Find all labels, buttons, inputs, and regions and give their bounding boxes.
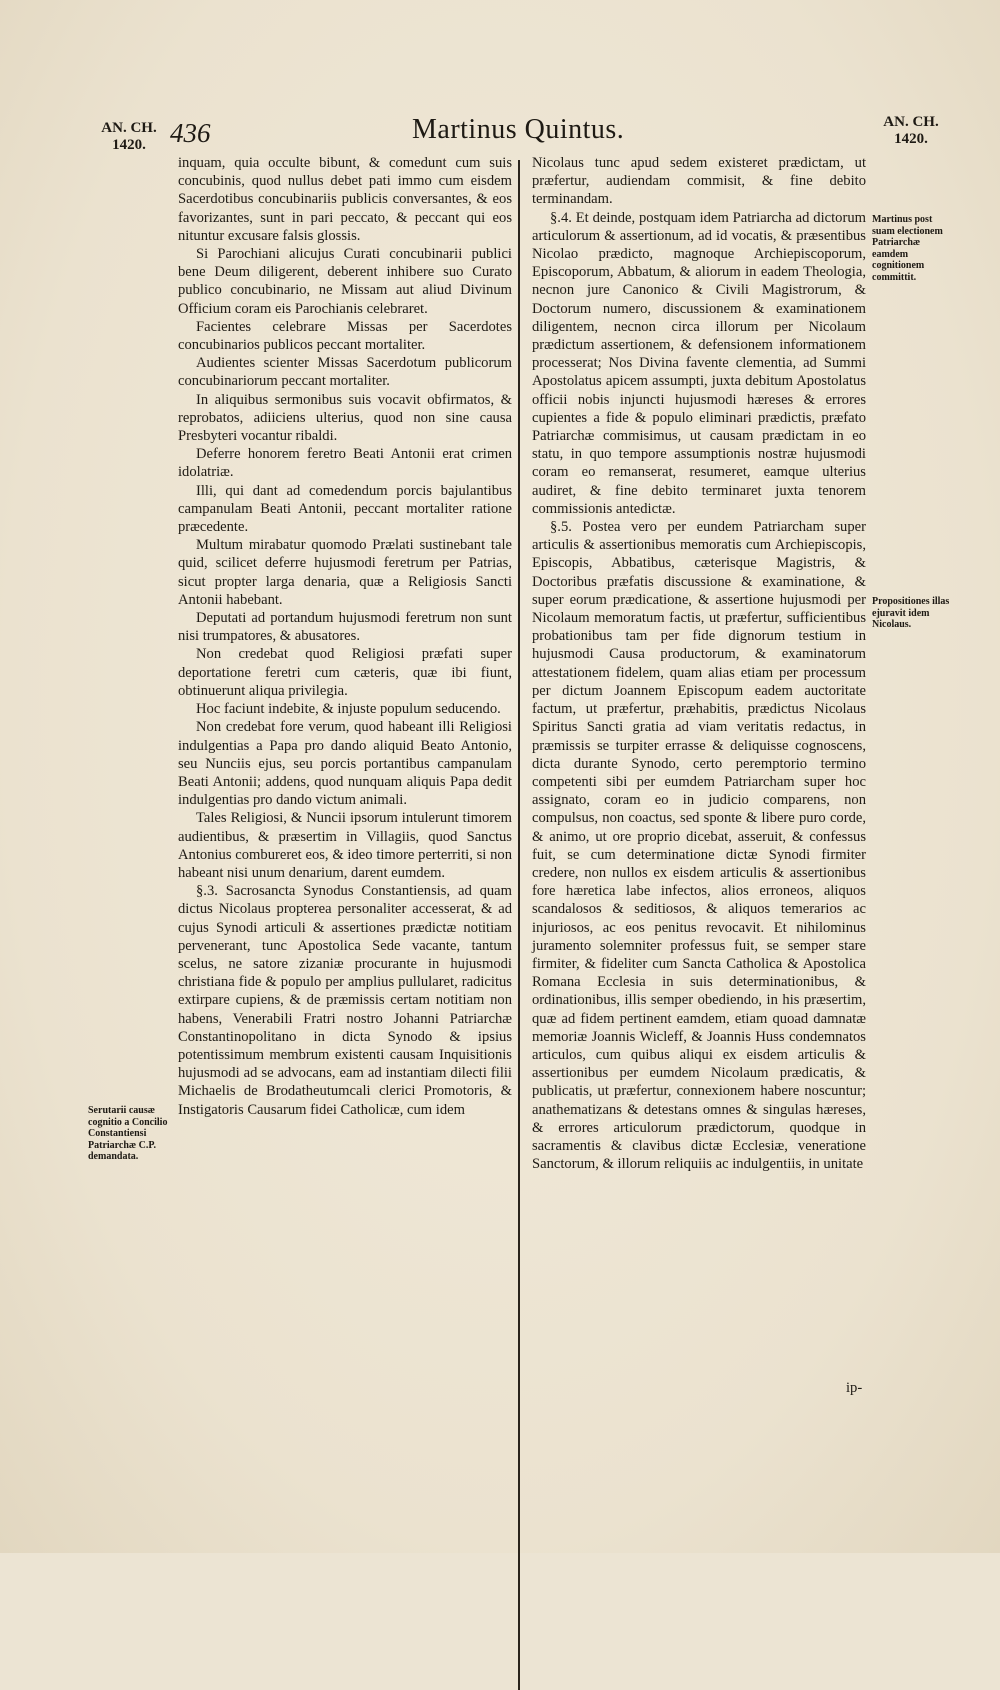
paragraph: §.3. Sacrosancta Synodus Constantiensis, ad quam dictus Nicolaus propterea personaliter accesserat, & ad cujus Synodi articuli & assertiones prædictæ notitiam pervenerant, tunc Apostolica Sede vacante, tantum scelus, ne satore zizaniæ procurante in hujusmodi christiana fide & populo per amplius pullularet, radicitus extirpare cupiens, & de præmissis certam notitiam non habens, Venerabili Fratri nostro Johanni Patriarchæ Constantinopolitano in dicta Synodo & ipsius potentissimum membrum existenti causam Inquisitionis hujusmodi ad se advocans, eam ad instantiam dilecti filii Michaelis de Brodatheutumcali clerici Promotoris, & Instigatoris Causarum fidei Catholicæ, cum idem [178,883,512,1118]
paragraph: inquam, quia occulte bibunt, & comedunt cum suis concubinis, quod nullus debet pati immo cum eisdem Sacerdotibus concubinariis publicis conversantes, & eos favorizantes, sunt in pari peccato, & peccant qui eos nituntur excusare falsis glossis. [178,155,512,244]
year-anchor-right [868,114,954,148]
paragraph: Si Parochiani alicujus Curati concubinarii publici bene Deum diligerent, deberent inhibere suo Curato publico concubinario, ne Missam aut aliud Divinum Officium coram eis Parochianis celebraret. [178,246,512,317]
marginal-note-right-2: Propositiones illas ejuravit idem Nicolaus. [872,596,950,630]
year-anchor-left-line2: 1420. [112,137,146,153]
page-number: 436 [170,118,211,148]
paragraph: Non credebat fore verum, quod habeant illi Religiosi indulgentias a Papa pro dando aliquid Beato Antonio, seu Nunciis ejus, seu porcis portantibus campanulam Beati Antonii; addens, quod nunquam aliquis Papa dedit indulgentias pro dando victum animali. [178,719,512,809]
column-rule-lower [518,690,520,1690]
paragraph: Nicolaus tunc apud sedem existeret prædictam, ut præfertur, audiendam commisit, & fine debito terminandam. [532,155,866,208]
paragraph: Deputati ad portandum hujusmodi feretrum non sunt nisi trumpatores, & abusatores. [178,610,512,645]
catchword: ip- [846,1380,863,1396]
paragraph: In aliquibus sermonibus suis vocavit obfirmatos, & reprobatos, adiiciens ulterius, quod non sine causa Presbyteri vocantur ribaldi. [178,391,512,445]
paragraph: §.4. Et deinde, postquam idem Patriarcha ad dictorum articulorum & assertionum, ad id vocatis, & præsentibus Nicolao prædicto, magnoque Archiepiscoporum, Episcoporum, Abbatum, & aliorum in eadem Theologia, necnon jure Canonico & Civili Magistrorum, & Doctorum numero, discussionem & examinationem diligentem, necnon circa illorum per Nicolaum prædictum assertionem, & defensionem informationem processerat; Nos Divina favente clementia, ad Summi Apostolatus apicem assumpti, juxta debitum Apostolatus officii nobis injuncti hujusmodi hæreses & errores cupientes a fide & populo eliminari prædictis, præfato Patriarchæ commisimus, ut causam prædictam in eo statu, in quo tempore assumptionis nostræ hujusmodi coram eo remanserat, resumeret, eamque ulterius audiret, & fine debito terminaret juxta tenorem commissionis antedictæ. [532,209,866,517]
year-anchor-right-line2: 1420. [894,131,928,147]
left-column [178,154,512,1119]
column-rule [518,160,520,690]
year-anchor-left [92,120,166,154]
paragraph: Facientes celebrare Missas per Sacerdotes concubinarios publicos peccant mortaliter. [178,318,512,354]
paragraph: Tales Religiosi, & Nuncii ipsorum intulerunt timorem audientibus, & præsertim in Villagiis, quod Sanctus Antonius combureret eos, & ideo timore perterriti, si non habeant nisi unum denarium, darent eumdem. [178,810,512,881]
paragraph: §.5. Postea vero per eundem Patriarcham super articulis & assertionibus memoratis cum Archiepiscopis, Episcopis, Abbatibus, cæterisque Magistris, & Doctoribus præfatis discussione & examinatione, & super eorum prædicatione, & assertione hujusmodi per Nicolaum memoratum factis, ut præfertur, sufficientibus probationibus tam per fide dignorum testium in hujusmodi Causa productorum, & examinatorum attestationem fidelem, quam alias etiam per processum per dictum Joannem Episcopum eadem auctoritate factum, ut præfertur, præhabitis, prædictus Nicolaus Spiritus Sancti gratia ad viam veritatis redactus, in præmissis se turpiter errasse & deliquisse cognoscens, dicta durante Synodo, certo peremptorio termino competenti sibi per eumdem Patriarcham super hoc assignato, coram eo in judicio comparens, non compulsus, non coactus, sed sponte & libere puro corde, & animo, ut ore proprio dicebat, asseruit, & confessus fuit, se cum determinatione dictæ Synodi firmiter credere, non nullos ex eisdem articulis & assertionibus fore hæretica labe infectos, alios erroneos, aliquos scandalosos & seditiosos, & aliquos temerarios ac injuriosos, ac eos penitus revocavit. Et nihilominus juramento solemniter professus fuit, se semper stare firmiter, & fideliter cum Sancta Catholica & Apostolica Romana Ecclesia in suis determinationibus, & ordinationibus, illis semper obediendo, in his præsertim, quæ ad fidem pertinent eamdem, etiam quoad damnatæ memoriæ Joannis Wicleff, & Joannis Huss condemnatos articulos, cum quibus aliqui ex eisdem articulis & assertionibus per eumdem Nicolaum prædicatis, & publicatis, ut præfertur, connexionem habere noscuntur; anathematizans & detestans omnes & singulas hæreses, & errores articulorum prædictorum, quodque in sacramentis & clavibus dictæ Ecclesiæ, veneratione Sanctorum, & illorum reliquiis ac indulgentiis, in unitate [532,519,866,1173]
paragraph: Illi, qui dant ad comedendum porcis bajulantibus campanulam Beati Antonii, peccant mortaliter ratione præcedente. [178,482,512,536]
paragraph: Deferre honorem feretro Beati Antonii erat crimen idolatriæ. [178,446,512,481]
marginal-note-left: Serutarii causæ cognitio a Concilio Constantiensi Patriarchæ C.P. demandata. [88,1105,168,1162]
year-anchor-left-line1: AN. CH. [101,120,157,136]
paragraph: Non credebat quod Religiosi præfati super deportatione feretri cum cæteris, quæ ibi fiunt, obtinuerunt aliqua privilegia. [178,646,512,699]
year-anchor-right-line1: AN. CH. [883,114,939,130]
right-column [532,154,866,1173]
paragraph: Audientes scienter Missas Sacerdotum publicorum concubinariorum peccant mortaliter. [178,355,512,390]
paragraph: Hoc faciunt indebite, & injuste populum seducendo. [196,701,501,718]
marginal-note-right-1: Martinus post suam electionem Patriarchæ eamdem cognitionem committit. [872,214,943,283]
running-title: Martinus Quintus. [412,114,625,145]
paragraph: Multum mirabatur quomodo Prælati sustinebant tale quid, scilicet deferre hujusmodi feretrum per Patrias, sicut propter larga denaria, quæ a Religiosis Sancti Antonii habebant. [178,537,512,608]
